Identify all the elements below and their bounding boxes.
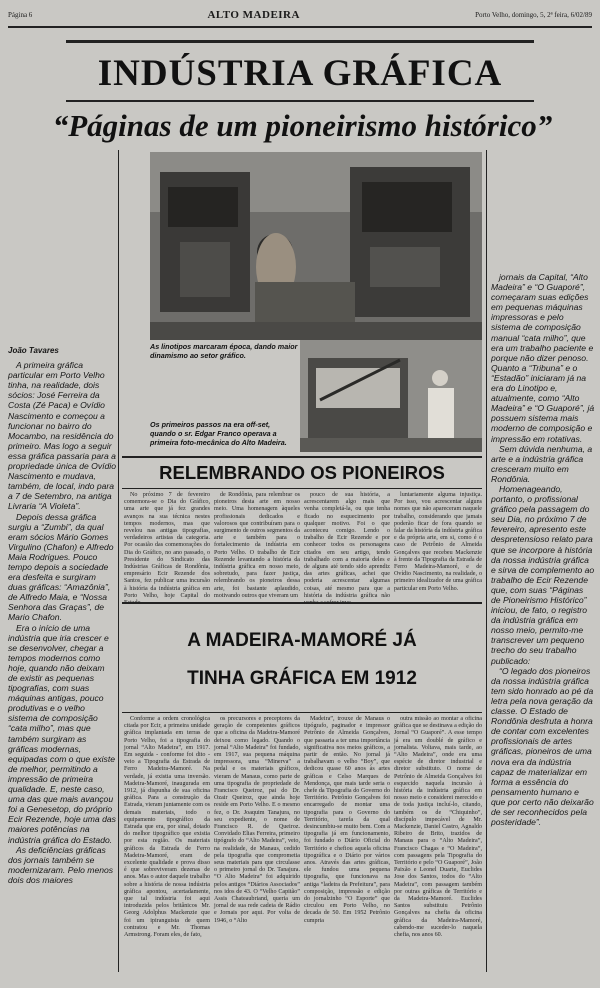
section2-heading-line1: A MADEIRA-MAMORÉ JÁ — [187, 630, 417, 651]
section2-text-2: os precursores e preceptores da geração de competentes gráficos que a oficina da Madeira-Mamoré deixou como legado. Quando o jornal “Alto Madeira” foi fundado, em 1917, sua pequena máquina impressora, uma “Minerva” a pedal e os materiais gráficos, vieram de Manaus, como parte de uma tipografia de propriedade de Francisco Queiroz, pai do Dr. Ozair Queiroz, que ainda hoje reside em Porto Velho. E o mesmo fez, o Dr. Joaquim Tanajura, no seu expediente, o nome de Francisco R. de Queiroz. Convidado Elias Ferreira, primeiro tipógrafo do “Alto Madeira”, veio, na realidade, de Manaus, cedido pela tipografia que comprometia seus materiais para que circulasse o primeiro jornal do Dr. Tanajura. “O Alto Madeira” foi adquirido pelos antigos “Diários Associados” nos idos de 43. O “Velho Capitão” Assis Chateaubriand, queria um jornal de sua rede cadeia de Rádio e Jornais por aqui. Por volta de 1946, o “Alto — [214, 716, 300, 924]
left-column — [8, 346, 116, 972]
byline: João Tavares — [8, 346, 59, 355]
section2-column-1 — [124, 716, 210, 972]
section1-rule-bottom — [122, 488, 482, 489]
right-paragraph-2: Sem dúvida nenhuma, a arte e a indústria gráfica cresceram muito em Rondônia. — [491, 443, 593, 484]
right-paragraph-1: jornais da Capital, “Alto Madeira” e “O Guaporé”, começaram suas edições em pequenas máquinas impressoras e pelo sistema de composição manual “cata milho”, que era um trabalho paciente e porque não dizer penoso. Quanto a “Tribuna” e o “Estadão” iniciaram já na era do Linotipo e, atualmente, como “Alto Madeira” e “O Guaporé”, já possuem sistema mais moderno de composição e impressão em rotativas. — [491, 272, 595, 444]
right-paragraph-3: Homenageando, portanto, o profissional gráfico pela passagem do seu Dia, no próximo 7 de fevereiro, apresento este despretensioso relato para que se incorpore à história da nossa indústria gráfica e sirva de complemento ao trabalho de Ecir Rezende que, com suas “Páginas de Pioneirismo Histórico” iniciou, de fato, o registro da indústria gráfica em nosso meio, permito-me transcrever um pequeno trecho do seu trabalho publicado: — [491, 483, 595, 666]
section1-column-1 — [124, 492, 210, 599]
section1-text-3: pouco de sua história, a acrescentarem algo mais que venha completá-la, ou que tenha ficado no esquecimento por qualquer motivo. Foi o que aconteceu comigo. Lendo o trabalho de Ecir Rezende e por conhecer todos os personagens citados em seu artigo, tendo trabalhado com a maioria deles e de alguns até tendo sido aprendiz das artes gráficas, achei que poderia acrescentar algumas coisas, até mesmo para que a história da indústria gráfica não — [304, 492, 390, 599]
top-rule — [66, 40, 534, 43]
section2-text-3: Madeira”, trouxe de Manaus o tipógrafo, paginador e impressor Petrônio de Almeida Gonçalves, que passaria a ter uma importância significativa nos meios gráficos, a partir de então. No jornal já trabalhavam o velho “Boy”, que dedicou quase 60 anos às artes gráficas e Celso Marques de Mendonça, que mais tarde seria o chefe da Tipografia do Governo do Território. Petrônio Gonçalves foi encarregado de montar uma tipografia para o Governo do Território, tarefa da qual desincumbiu-se muito bem. Com a tipografia já em funcionamento, foi fundado o Diário Oficial do Território e chefiou aquela oficina tipográfica e o Diário por vários anos. Através das artes gráficas, ele fundou uma pequena tipografia, que funcionava na antiga “ladeira da Prefeitura”, para composição, impressão e edição do jornalzinho “O Esporte” que circulou em Porto Velho, no decada de 50. Em 1952 Petrônio cumpria — [304, 716, 390, 924]
masthead: ALTO MADEIRA — [207, 9, 300, 21]
section2-column-2 — [214, 716, 300, 972]
left-paragraph-4: As deficiências gráficas dos jornais também se modernizaram. Pelo menos dois dos maiores — [8, 844, 114, 885]
headline-title: INDÚSTRIA GRÁFICA — [97, 53, 503, 94]
offset-photo — [300, 340, 482, 452]
section2-text-1: Conforme a ordem cronológica citada por Ecir, a primeira unidade gráfica implantada em terras de Porto Velho, foi a tipografia do jornal “Alto Madeira”, em 1917. Em seguida - conforme foi dito - veio a Tipografia da Estrada de Ferro Madeira-Mamoré. Na verdade, já existia uma inversão. Madeira-Mamoré, inaugurada em 1912, já dispunha de sua oficina gráfica. Para a construção da Estrada, vieram juntamente com os demais materiais, todo o equipamento tipográfico da Estrada que era, por sinal, dotado do melhor tipográfico que existia por esta região. Os materiais gráficos da Estrada de Ferro Madeira-Mamoré, eram de excelente qualidade e prova disso é que sobreviveram dezenas de anos. Mas o autor daquele trabalho sobre a história de nossa indústria gráfica apontou, acertadamente, que tal indústria foi aqui introduzida pelos britânicos Mr. Georg Adolphus Mackenzie que foi um ipiranguista de quem contratou e Mr. Thomas Armstrong. Foram eles, de fato, — [124, 716, 210, 939]
page-label: Página 6 — [8, 11, 33, 19]
left-paragraph-3: Era o início de uma indústria que iria crescer e se desenvolver, chegar a tempos modernos como hoje, quando não deixam de existir as pequenas tipografias, com suas máquinas antigas, pouco produtivas e o velho sistema de composição “cata milho”, mas que também surgiram as gráficas modernas, equipadas com o que existe de melhor, permitindo a impressão de primeira qualidade. E, neste caso, uma das que mais avançou foi a Genesetop, do próprio Ecir Rezende, hoje uma das maiores potências na indústria gráfica do Estado. — [8, 622, 116, 845]
section1-column-3 — [304, 492, 390, 599]
section1-text-1: No próximo 7 de fevereiro comemora-se o Dia do Gráfico, uma arte que já fez grandes avanços na sua técnica nestes tempos modernos, mas que revelou nas antigas tipografias, verdadeiros artistas da categoria. Por ocasião das comemorações do Dia do Gráfico, no ano passado, o Presidente do Sindicato das Indústrias Gráficas de Rondônia, empresário Ecir Rezende dos Santos, fez publicar uma incursão à história da indústria gráfica em Porto Velho, hoje Capital do — [124, 492, 210, 599]
section2-column-3 — [304, 716, 390, 972]
section1-text-4: luntariamente alguma injustiça. Por isso, vou acrescentar alguns nomes que não apareceram naquele trabalho, considerando que jamais poderão ficar de fora quando se falar da história da indústria gráfica e da própria arte, em si, como é o caso de Petrônio de Almeida Gonçalves que recebeu Mackenzie à frente da Tipografia da Estrada de Ferro Madeira-Mamoré, e de Ovídio Nascimento, na realidade, o primeiro idealizador de uma gráfica particular em Porto Velho. — [394, 492, 482, 592]
left-column-rule — [118, 150, 119, 972]
page-header — [8, 4, 592, 28]
section2-text-4: outra missão ao montar a oficina gráfica que se destinava a edição do Jornal “O Guaporé”. A esse tempo já era um doublé de gráfico e jornalista. Voltava, mais tarde, ao “Alto Madeira”, onde era uma espécie de diretor industrial e diretor substituto. O nome de Petrônio de Almeida Gonçalves foi esquecido naquela incursão à história da indústria gráfica em nosso meio e considerei merecido e de toda justiça incluí-lo, citando, também os de “Chiquinho”, discípulo impecável de Mr. Mackenzie, Daniel Castro, Agnaldo Ribeiro de Brito, trazidos de Manaus para o “Alto Madeira”, Francisco Chagas e “O Madeira”, com passagens pela Tipografia do Território e pelo “O Guaporé”, João Paixão e Leonel Duarte, Euclides Jose dos Santos, todos do “Alto Madeira”, com passagem também por outras gráficas de Território e da Madeira-Mamoré. Euclides Santos substituiu Petrônio Gonçalves na chefia da oficina gráfica da Madeira-Mamoré, cabendo-me suceder-lo naquela chefia, nos anos 60. — [394, 716, 482, 939]
section1-heading: RELEMBRANDO OS PIONEIROS — [159, 462, 445, 483]
title-rule — [66, 100, 534, 102]
offset-caption: Os primeiros passos na era off-set, quando o sr. Edgar Franco operava a primeira foto-mecânica do Alto Madeira. — [150, 420, 287, 447]
left-paragraph-1: A primeira gráfica particular em Porto Velho tinha, na realidade, dois sócios: José Ferreira da Costa (Zé Paca) e Ovídio Nascimento e começou a funcionar no bairro do Mocambo, na residência do primeiro. Mas logo a seguir essa gráfica passaria para a propriedade única de Ovídio Nascimento e mudava, também, de local, indo para a 7 de Setembro, na antiga Livraria “A Violeta”. — [8, 360, 116, 512]
section1-column-4 — [394, 492, 482, 596]
right-column-rule — [486, 150, 487, 972]
right-paragraph-4: “O legado dos pioneiros da nossa indústria gráfica tem sido honrado ao pé da letra pela nova geração da classe. O Estado de Rondônia desfruta a honra de contar com excelentes profissionais de artes gráficas, pioneiros de uma nova era da indústria capaz de materializar em forma a essência do pensamento humano e que por certo não deixarão de ser reconhecidos pela posteridade”. — [491, 665, 594, 828]
section1-rule-top — [122, 456, 482, 458]
right-column — [491, 272, 595, 972]
left-paragraph-2: Depois dessa gráfica surgiu a “Zumbi”, da qual eram sócios Mário Gomes Virgulino (Chafon) e Alfredo Maia Rodrigues. Pouco tempo depois a sociedade era desfeita e surgiram duas gráficas: “Amazônia”, de Alfredo Maia, e “Nossa Senhora das Graças”, de Mario Chafon. — [8, 511, 114, 623]
section1-text-2: de Rondônia, para relembrar os pioneiros desta arte em nosso meio. Uma homenagem àqueles profissionais dedicados e valorosos que contribuíram para o surgimento de outros segmentos da arte e também para o fortalecimento da indústria em Porto Velho. O trabalho de Ecir Rezende levantando a história da indústria gráfica em nosso meio, sobretudo, para fazer justiça, relembrando os pioneiros dessa arte, foi bastante aplaudido, motivando outros que viveram um — [214, 492, 300, 599]
section2-rule-bottom — [122, 712, 482, 713]
section1-column-2 — [214, 492, 300, 599]
section2-column-4 — [394, 716, 482, 972]
linotype-photo — [150, 152, 482, 340]
linotype-caption: As linotipos marcaram época, dando maior dinamismo ao setor gráfico. — [150, 342, 298, 360]
section2-heading-line2: TINHA GRÁFICA EM 1912 — [187, 668, 417, 689]
headline-subtitle: “Páginas de um pioneirismo histórico” — [52, 108, 553, 143]
section2-rule-top — [122, 602, 482, 604]
dateline: Porto Velho, domingo, 5, 2ª feira, 6/02/89 — [475, 11, 592, 19]
